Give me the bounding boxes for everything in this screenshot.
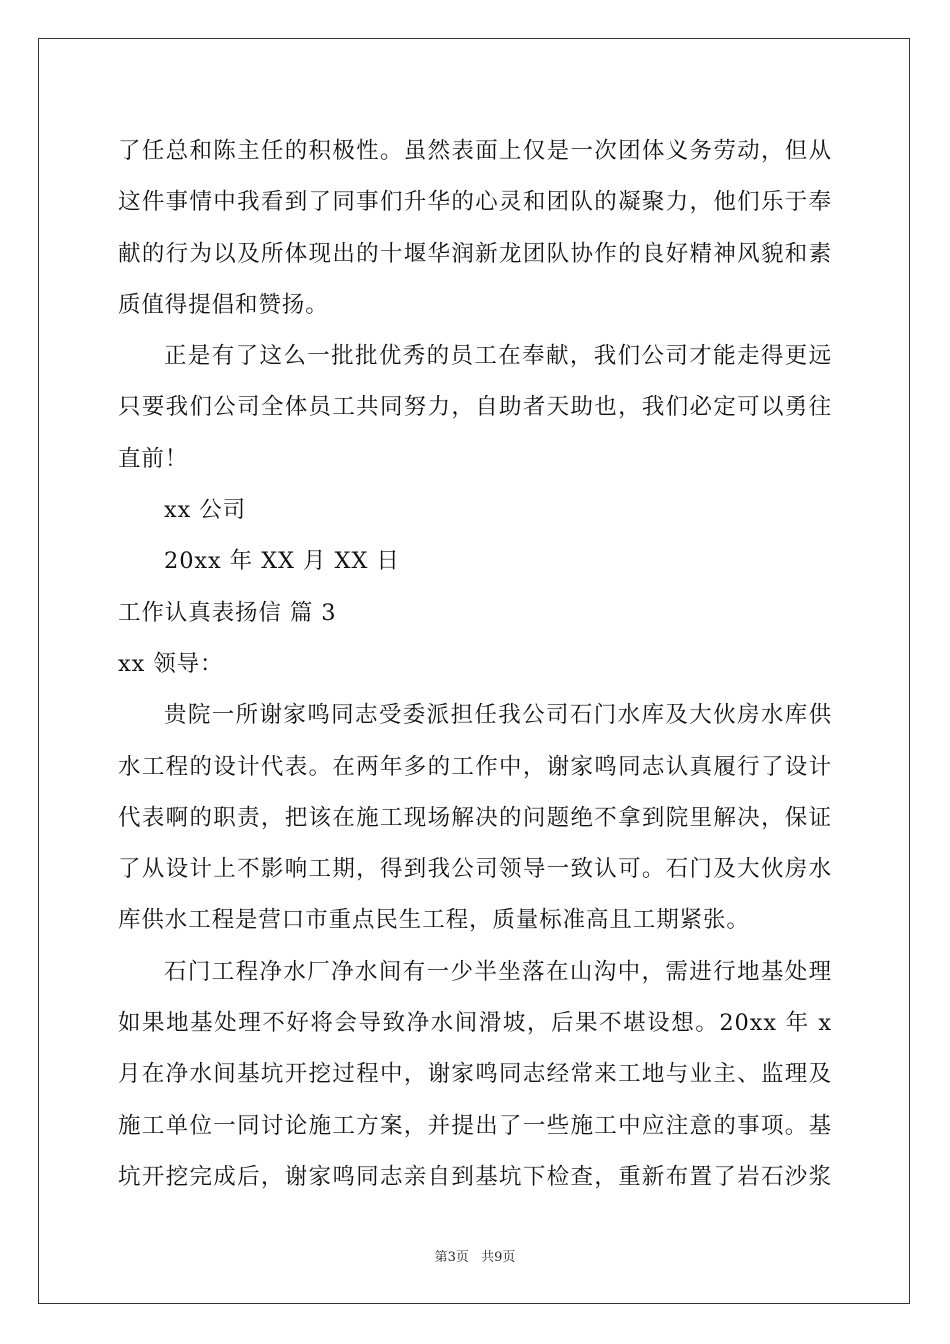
body-line-7: 直前！ — [118, 445, 189, 472]
page-footer — [0, 1246, 950, 1265]
body-line-14: 代表啊的职责，把该在施工现场解决的问题绝不拿到院里解决，保证 — [118, 804, 832, 831]
body-line-20: 施工单位一同讨论施工方案，并提出了一些施工中应注意的事项。基 — [118, 1112, 832, 1139]
body-line-15: 了从设计上不影响工期，得到我公司领导一致认可。石门及大伙房水 — [118, 856, 832, 883]
signature-company: xx 公司 — [164, 497, 247, 524]
body-line-16: 库供水工程是营口市重点民生工程，质量标准高且工期紧张。 — [118, 907, 750, 934]
salutation: xx 领导： — [118, 650, 224, 677]
body-line-21: 坑开挖完成后，谢家鸣同志亲自到基坑下检查，重新布置了岩石沙浆 — [118, 1163, 832, 1190]
page-number: 第3页 — [434, 1250, 469, 1265]
body-line-3: 献的行为以及所体现出的十堰华润新龙团队协作的良好精神风貌和素 — [118, 240, 832, 267]
body-line-6: 只要我们公司全体员工共同努力，自助者天助也，我们必定可以勇往 — [118, 394, 832, 421]
document-body — [118, 126, 832, 1203]
body-line-4: 质值得提倡和赞扬。 — [118, 291, 329, 318]
body-line-13: 水工程的设计代表。在两年多的工作中，谢家鸣同志认真履行了设计 — [118, 753, 832, 780]
body-line-19: 月在净水间基坑开挖过程中，谢家鸣同志经常来工地与业主、监理及 — [118, 1061, 832, 1088]
page-total: 共9页 — [481, 1250, 516, 1265]
body-line-18: 如果地基处理不好将会导致净水间滑坡，后果不堪设想。20xx 年 x — [118, 1010, 832, 1037]
section-title: 工作认真表扬信 篇 3 — [118, 599, 337, 626]
body-line-1: 了任总和陈主任的积极性。虽然表面上仅是一次团体义务劳动，但从 — [118, 138, 832, 164]
body-line-17: 石门工程净水厂净水间有一少半坐落在山沟中，需进行地基处理 — [164, 958, 832, 985]
body-line-12: 贵院一所谢家鸣同志受委派担任我公司石门水库及大伙房水库供 — [164, 702, 832, 729]
body-line-5: 正是有了这么一批批优秀的员工在奉献，我们公司才能走得更远 — [164, 343, 832, 370]
signature-date: 20xx 年 XX 月 XX 日 — [164, 548, 400, 575]
body-line-2: 这件事情中我看到了同事们升华的心灵和团队的凝聚力，他们乐于奉 — [118, 189, 832, 216]
